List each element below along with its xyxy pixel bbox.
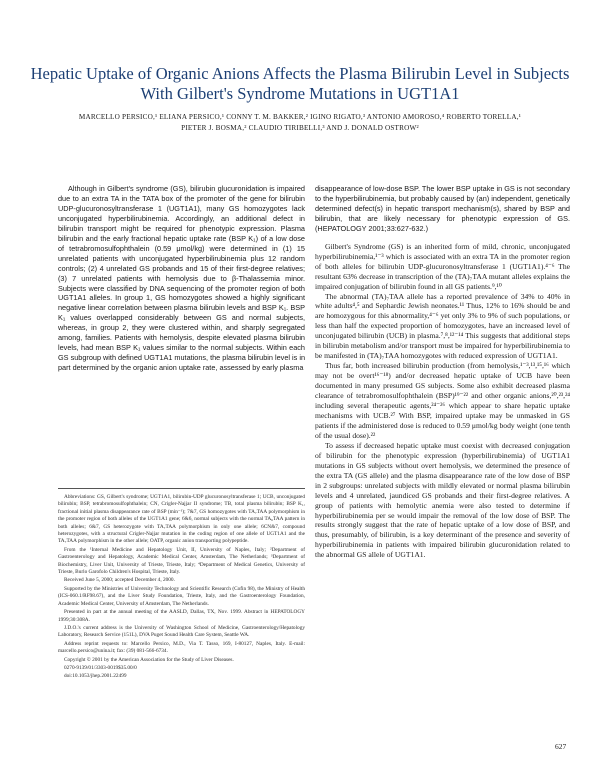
abstract-continuation [315, 184, 570, 234]
right-column [315, 184, 570, 560]
author-line-2: PIETER J. BOSMA,² CLAUDIO TIRIBELLI,³ AND J. DONALD OSTROW² [181, 124, 419, 132]
abstract-paragraph-cont: disappearance of low-dose BSP. The lower BSP uptake in GS is not secondary to the hyperbilirubinemia, but probably caused by (an) independent, genetically determined defect(s) in hepatic transport mechanism(s), shared by BSP and bilirubin, that are likely necessary for phenotypic expression of GS. (HEPATOLOGY 2001;33:627-632.) [315, 184, 570, 233]
author-list [30, 112, 570, 134]
section-gap [315, 234, 570, 242]
abstract-column [58, 184, 305, 373]
footnote-abbreviations: Abbreviations: GS, Gilbert's syndrome; UGT1A1, bilirubin-UDP glucuronosyltransferase 1; UCB, unconjugated bilirubin; BSP, tetrabromosulfophthalein; CN, Crigler-Najjar II syndrome; TB, total plasma bilirubin; BSP K₁, fractional initial plasma disappearance rate of BSP (min⁻¹); 7&7, GS homozygotes with TA₇TAA polymorphism in the promoter region of both alleles of the UGT1A1 gene; 6&6, normal subjects with the normal TA₆TAA pattern in both alleles; 6&7, GS heterozygote with TA₇TAA polymorphism in only one allele; 6CN&7, compound heterozygotes, with a structural Crigler-Najjar mutation in the coding region of one allele of UGT1A1 and the TA₇TAA polymorphism in the other allele; OATP, organic anion transporting polypeptide. [58, 494, 305, 545]
article-title [20, 64, 580, 104]
body-paragraph-4: To assess if decreased hepatic uptake must coexist with decreased conjugation of bilirubin for the phenotypic expression (hyperbilirubinemia) of UGT1A1 mutations in GS subjects without overt hemolysis, we determined the presence of the extra TA (GS allele) and the plasma disappearance rate of the low dose of BSP in 2 subgroups: unrelated subjects with mildly elevated or normal plasma bilirubin levels and 4 unrelated, jaundiced GS probands and their first-degree relatives. A group of patients with hemolytic anemia were also tested to determine if hyperbilirubinemia per se would impair the removal of the low dose of BSP. The results strongly suggest that the rate of hepatic uptake of a low dose of BSP, and thus, presumably, of bilirubin, is a key determinant of the presence and severity of hyperbilirubinemia in patients with impaired bilirubin glucuronidation related to the abnormal GS allele of UGT1A1. [315, 440, 570, 560]
footnote-presented: Presented in part at the annual meeting of the AASLD, Dallas, TX, Nov. 1999. Abstract in HEPATOLOGY 1999;30:308A. [58, 609, 305, 623]
body-paragraph-3: Thus far, both increased bilirubin production (from hemolysis,¹⁻³,¹³,¹⁵,¹⁶ which may not be overt¹⁶⁻¹⁸) and/or decreased hepatic uptake of UCB have been documented in many presumed GS subjects. Some also exhibit decreased plasma clearance of tetrabromosulfophthalein (BSP)¹⁹⁻²² and other organic anions,²⁰,²³,²⁴ including several therapeutic agents,²⁴⁻²⁶ which appear to share hepatic uptake mechanisms with UCB.²⁷ With BSP, impaired uptake may be unmasked in GS patients if the administered dose is reduced to 0.59 μmol/kg body weight (one tenth of the usual dose).²² [315, 361, 570, 440]
footnote-divider [58, 488, 305, 489]
article-title-text: Hepatic Uptake of Organic Anions Affects the Plasma Bilirubin Level in Subjects With Gilbert's Syndrome Mutations in UGT1A1 [30, 64, 570, 103]
body-paragraph-2: The abnormal (TA)₇TAA allele has a reported prevalence of 34% to 40% in white adults⁴,⁵ and Sephardic Jewish neonates.¹¹ Thus, 12% to 16% should be and are homozygous for this abnormality,⁴⁻⁶ yet only 3% to 9% of such populations, or less than half the expected proportion of homozygotes, have an increased level of unconjugated bilirubin (UCB) in plasma.⁷,⁸,¹²⁻¹⁴ This suggests that additional steps in bilirubin metabolism and/or transport must be impaired for hyperbilirubinemia to be manifested in (TA)₇TAA homozygotes with reduced expression of UGT1A1. [315, 291, 570, 361]
abstract-paragraph: Although in Gilbert's syndrome (GS), bilirubin glucuronidation is impaired due to an extra TA in the TATA box of the promoter of the gene for bilirubin UDP-glucuronosyltransferase 1 (UGT1A1), many GS homozygotes lack unconjugated hyperbilirubinemia. Accordingly, an additional defect in bilirubin transport might be required for phenotypic expression. Plasma bilirubin and the early fractional hepatic uptake rate (BSP K₁) of a low dose of tetrabromosulfophthalein (0.59 μmol/kg) were determined in (1) 15 unrelated patients with unconjugated hyperbilirubinemia plus 12 random controls; (2) 4 unrelated GS probands and 15 of their first-degree relatives; (3) 7 unrelated patients with hemolysis due to β-Thalassemia minor. Subjects were classified by DNA sequencing of the promoter region of both UGT1A1 alleles. In group 1, GS homozygotes showed a highly significant negative linear correlation between plasma bilirubin levels and BSP K₁. BSP K₁ values overlapped considerably between GS and normal subjects, whereas, in group 2, they were clustered within, and sharply segregated among, families. Patients with hemolysis, despite elevated plasma bilirubin levels, had mean BSP K₁ values similar to the normal subjects. Within each GS subgroup with defined UGT1A1 mutations, the plasma bilirubin level is in part determined by the organic anion uptake rate, assessed by early plasma [58, 184, 306, 373]
footnote-doi: doi:10.1053/jhep.2001.22499 [64, 673, 127, 680]
footnote-current-address: J.D.O.'s current address is the University of Washington School of Medicine, Gastroenterology/Hepatology Laboratory, Research Service (151L), DVA Puget Sound Health Care System, Seattle WA. [58, 624, 305, 639]
footnote-support: Supported by the Ministries of University Technology and Scientific Research (Cofin 98), the Ministry of Health (ICS-060.1/RF98.67), and the Liver Study Foundation, Trieste, Italy, and the Gastroenterology Foundation, Academic Medical Center, University of Amsterdam, The Netherlands. [58, 585, 305, 607]
footnote-reprints: Address reprint requests to: Marcello Persico, M.D., Via T. Tasso, 169, I-80127, Naples, Italy. E-mail: marcello.persico@unina.it; fax: (39) 081-566-6734. [58, 640, 305, 655]
footnote-copyright: Copyright © 2001 by the American Association for the Study of Liver Diseases. [64, 656, 234, 663]
footnote-affiliations: From the ¹Internal Medicine and Hepatology Unit, II, University of Naples, Italy; ²Department of Gastroenterology and Hepatology, Academic Medical Center, Amsterdam, The Netherlands; ³Department of Biochemistry, Liver Unit, University of Trieste, Trieste, Italy; ⁴Department of Medical Genetics, University of Trieste, Burlo Garofolo Children's Hospital, Trieste, Italy. [58, 546, 305, 576]
footnotes [58, 494, 305, 682]
footnote-issn: 0270-9139/01/3303-0019$35.00/0 [64, 664, 137, 671]
author-line-1: MARCELLO PERSICO,¹ ELIANA PERSICO,¹ CONNY T. M. BAKKER,² IGINO RIGATO,³ ANTONIO AMOROSO,⁴ ROBERTO TORELLA,¹ [78, 113, 522, 121]
footnote-received: Received June 5, 2000; accepted December 4, 2000. [64, 577, 175, 584]
page-number: 627 [555, 742, 567, 751]
body-paragraph-1: Gilbert's Syndrome (GS) is an inherited form of mild, chronic, unconjugated hyperbilirubinemia,¹⁻³ which is associated with an extra TA in the promoter region of both alleles for bilirubin UDP-glucuronosyltransferase 1 (UGT1A1).⁴⁻⁶ The resultant 63% decrease in transcription of the (TA)₇TAA mutant alleles explains the impaired conjugation of bilirubin found in all GS patients.⁹,¹⁰ [315, 241, 570, 291]
